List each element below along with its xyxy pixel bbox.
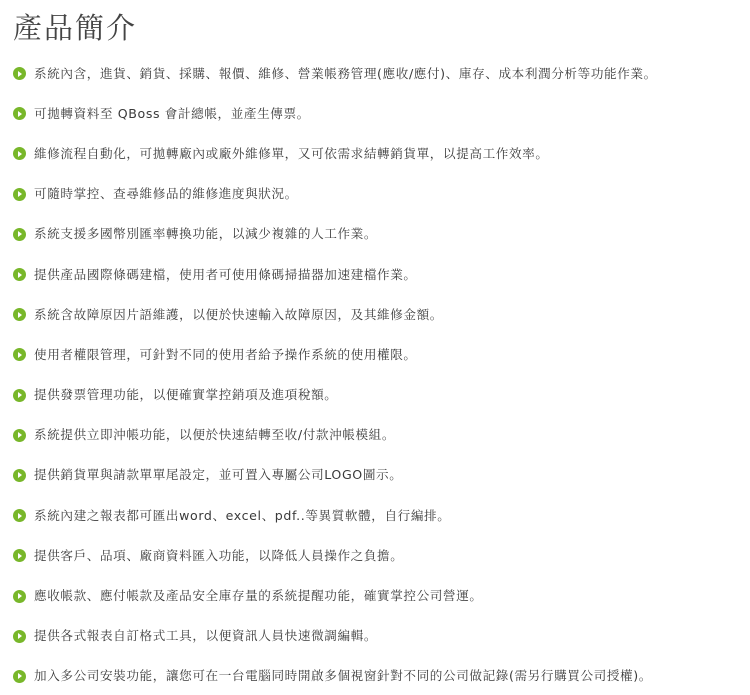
play-circle-icon <box>13 67 26 80</box>
list-item <box>13 253 743 293</box>
feature-text: 加入多公司安裝功能，讓您可在一台電腦同時開啟多個視窗針對不同的公司做記錄(需另行購買公司授權)。 <box>34 668 652 684</box>
list-item <box>13 454 743 494</box>
play-circle-icon <box>13 228 26 241</box>
feature-text: 可拋轉資料至 QBoss 會計總帳，並產生傳票。 <box>34 105 310 121</box>
feature-list <box>13 52 743 695</box>
play-circle-icon <box>13 308 26 321</box>
feature-text: 使用者權限管理，可針對不同的使用者給予操作系統的使用權限。 <box>34 346 417 362</box>
feature-text: 系統含故障原因片語維護，以便於快速輸入故障原因，及其維修金額。 <box>34 306 444 322</box>
play-circle-icon <box>13 469 26 482</box>
play-circle-icon <box>13 429 26 442</box>
list-item <box>13 293 743 333</box>
list-item <box>13 534 743 574</box>
feature-text: 維修流程自動化，可拋轉廠內或廠外維修單，又可依需求結轉銷貨單，以提高工作效率。 <box>34 145 549 161</box>
list-item <box>13 173 743 213</box>
feature-text: 提供產品國際條碼建檔，使用者可使用條碼掃描器加速建檔作業。 <box>34 266 417 282</box>
page-title: 產品簡介 <box>13 11 138 45</box>
play-circle-icon <box>13 348 26 361</box>
play-circle-icon <box>13 147 26 160</box>
play-circle-icon <box>13 549 26 562</box>
play-circle-icon <box>13 188 26 201</box>
list-item <box>13 213 743 253</box>
feature-text: 提供銷貨單與請款單單尾設定，並可置入專屬公司LOGO圖示。 <box>34 467 403 483</box>
play-circle-icon <box>13 509 26 522</box>
list-item <box>13 132 743 172</box>
list-item <box>13 655 743 695</box>
feature-text: 系統提供立即沖帳功能，以便於快速結轉至收/付款沖帳模組。 <box>34 427 396 443</box>
list-item <box>13 333 743 373</box>
play-circle-icon <box>13 590 26 603</box>
play-circle-icon <box>13 107 26 120</box>
list-item <box>13 615 743 655</box>
play-circle-icon <box>13 268 26 281</box>
play-circle-icon <box>13 389 26 402</box>
play-circle-icon <box>13 670 26 683</box>
play-circle-icon <box>13 630 26 643</box>
list-item <box>13 92 743 132</box>
feature-text: 提供各式報表自訂格式工具，以便資訊人員快速微調編輯。 <box>34 628 378 644</box>
feature-text: 提供發票管理功能，以便確實掌控銷項及進項稅額。 <box>34 387 338 403</box>
list-item <box>13 494 743 534</box>
feature-text: 系統支援多國幣別匯率轉換功能，以減少複雜的人工作業。 <box>34 226 378 242</box>
list-item <box>13 374 743 414</box>
list-item <box>13 414 743 454</box>
feature-text: 可隨時掌控、查尋維修品的維修進度與狀況。 <box>34 186 298 202</box>
feature-text: 系統內含，進貨、銷貨、採購、報價、維修、營業帳務管理(應收/應付)、庫存、成本利潤分析等功能作業。 <box>34 65 657 81</box>
list-item <box>13 574 743 614</box>
feature-text: 提供客戶、品項、廠商資料匯入功能，以降低人員操作之負擔。 <box>34 547 404 563</box>
list-item <box>13 52 743 92</box>
feature-text: 應收帳款、應付帳款及產品安全庫存量的系統提醒功能，確實掌控公司營運。 <box>34 588 483 604</box>
feature-text: 系統內建之報表都可匯出word、excel、pdf..等異質軟體，自行編排。 <box>34 507 451 523</box>
